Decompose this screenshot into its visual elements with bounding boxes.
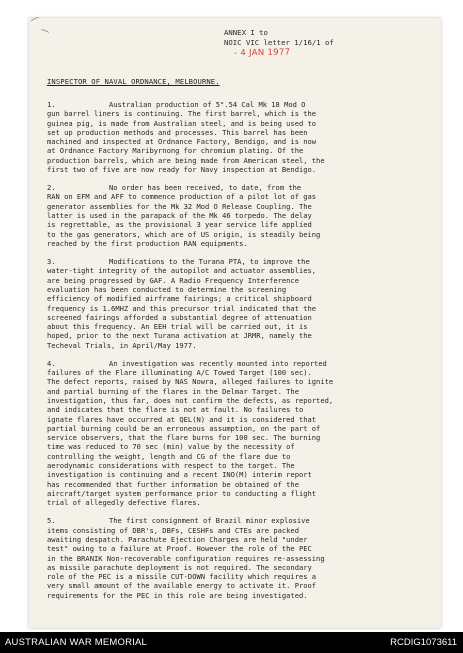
paragraph-line: reached by the first production RAN equipments.	[47, 238, 248, 248]
paragraph-line: as missile parachute deployment is not required. The secondary	[47, 562, 312, 572]
paragraph-line: latter is used in the parapack of the Mk 46 torpedo. The delay	[47, 211, 312, 221]
paragraph-line: 1. Australian production of 5".54 Cal Mk 18 Mod O	[47, 100, 306, 109]
annex-reference	[224, 28, 334, 48]
paragraph-line: production barrels, which are being made from American steel, the	[47, 155, 325, 165]
paragraph-line: The defect reports, raised by NAS Nowra, alleged failures to ignite	[47, 377, 334, 387]
paragraph-line: and partial burning of the flares in the Delmar Target. The	[47, 386, 299, 396]
paragraph-line: set up production methods and processes. This barrel has been	[47, 127, 308, 137]
paragraph-5	[47, 516, 403, 600]
paragraph-number: 3.	[47, 257, 56, 267]
paragraph-line: screened fairings afforded a substantial degree of attenuation	[47, 312, 312, 322]
annex-line-1: ANNEX I to	[224, 28, 268, 37]
paragraph-line: generator assemblies for the Mk 32 Mod O Release Coupling. The	[47, 201, 312, 211]
paragraph-line: water-tight integrity of the autopilot and actuator assemblies,	[47, 266, 317, 276]
paragraph-line: ignate flares have occurred at QEL(N) and it is considered that	[47, 414, 317, 424]
paragraph-line: gun barrel liners is continuing. The first barrel, which is the	[47, 109, 317, 119]
paragraph-line: service observers, that the flare burns for 100 sec. The burning	[47, 433, 321, 443]
paragraph-line: frequency is 1.6MHZ and this precursor trial indicated that the	[47, 303, 317, 313]
date-stamp: - 4 JAN 1977	[233, 47, 291, 59]
document-heading: INSPECTOR OF NAVAL ORDNANCE, MELBOURNE.	[47, 77, 220, 86]
paragraph-1	[47, 100, 403, 174]
document-body	[47, 100, 403, 609]
paragraph-line: failures of the Flare illuminating A/C Towed Target (100 sec).	[47, 368, 312, 378]
paragraph-line: 5. The first consignment of Brazil minor explosive	[47, 516, 310, 526]
paragraph-line: guinea pig, is made from Australian steel, and is being used to	[47, 118, 317, 128]
paragraph-2	[47, 183, 403, 248]
paragraph-number: 5.	[47, 516, 56, 526]
annex-line-2: NOIC VIC letter 1/16/1 of	[224, 38, 334, 47]
paragraph-3	[47, 257, 403, 350]
archive-name: AUSTRALIAN WAR MEMORIAL	[5, 637, 148, 648]
archive-footer-bar	[0, 632, 463, 653]
paragraph-number: 4.	[47, 358, 56, 368]
paragraph-line: and indicates that the flare is not at fault. No failures to	[47, 405, 304, 415]
paragraph-line: very small amount of the available energy to activate it. Proof	[47, 581, 317, 591]
paragraph-line: machined and inspected at Ordnance Factory, Bendigo, and is now	[47, 137, 317, 147]
paragraph-line: controlling the weight, length and CG of the flare due to	[47, 451, 291, 461]
paragraph-line: first two of five are now ready for Navy inspection at Bendigo.	[47, 165, 317, 175]
paragraph-line: awaiting despatch. Parachute Ejection Charges are held "under	[47, 534, 308, 544]
paragraph-line: requirements for the PEC in this role are being investigated.	[47, 590, 308, 600]
paragraph-line: to the gas generators, which are of US origin, is steadily being	[47, 229, 321, 239]
paragraph-line: hoped, prior to the next Turana activation at JRMR, namely the	[47, 331, 312, 341]
paragraph-line: Techeval Trials, in April/May 1977.	[47, 340, 197, 350]
paragraph-line: 4. An investigation was recently mounted into reported	[47, 358, 327, 368]
paragraph-line: RAN on EFM and AFF to commence production of a pilot lot of gas	[47, 192, 317, 202]
paragraph-line: about this frequency. An EEH trial will be carried out, it is	[47, 322, 308, 332]
paragraph-4	[47, 359, 403, 508]
paragraph-line: trial of allegedly defective flares.	[47, 498, 201, 508]
paragraph-line: time was reduced to 70 sec (min) value by the necessity of	[47, 442, 295, 452]
paragraph-line: aerodynamic considerations with respect to the target. The	[47, 461, 295, 471]
paragraph-line: evaluation has been conducted to determine the screening	[47, 284, 287, 294]
paragraph-line: aircraft/target system performance prior to conducting a flight	[47, 488, 317, 498]
archive-id: RCDIG1073611	[390, 637, 457, 648]
paragraph-line: role of the PEC is a missile CUT-DOWN facility which requires a	[47, 572, 317, 582]
paragraph-line: is regrettable, as the provisional 3 year service life applied	[47, 220, 312, 230]
paragraph-line: investigation, thus far, does not confirm the defects, as reported,	[47, 396, 334, 405]
paragraph-line: partial burning could be an erroneous assumption, on the part of	[47, 423, 321, 433]
paragraph-line: at Ordnance Factory Maribyrnong for chromium plating. Of the	[47, 146, 304, 156]
paragraph-line: has recommended that further information be obtained of the	[47, 479, 299, 489]
paragraph-line: 2. No order has been received, to date, from the	[47, 183, 302, 193]
paragraph-line: items consisting of DBR's, DBFs, CESHFs and CTEs are packed	[47, 525, 299, 535]
paragraph-number: 1.	[47, 100, 56, 109]
paragraph-line: test" owing to a failure at Proof. However the role of the PEC	[47, 544, 312, 554]
paragraph-line: investigation is continuing and a recent INO(M) interim report	[47, 470, 312, 480]
paragraph-line: efficiency of modified airframe fairings; a critical shipboard	[47, 294, 312, 304]
paragraph-line: 3. Modifications to the Turana PTA, to improve the	[47, 257, 310, 267]
paragraph-line: are being progressed by GAF. A Radio Frequency Interference	[47, 275, 299, 285]
paragraph-number: 2.	[47, 183, 56, 193]
paragraph-line: in the BRANIK Non-recoverable configuration requires re-assessing	[47, 553, 325, 563]
